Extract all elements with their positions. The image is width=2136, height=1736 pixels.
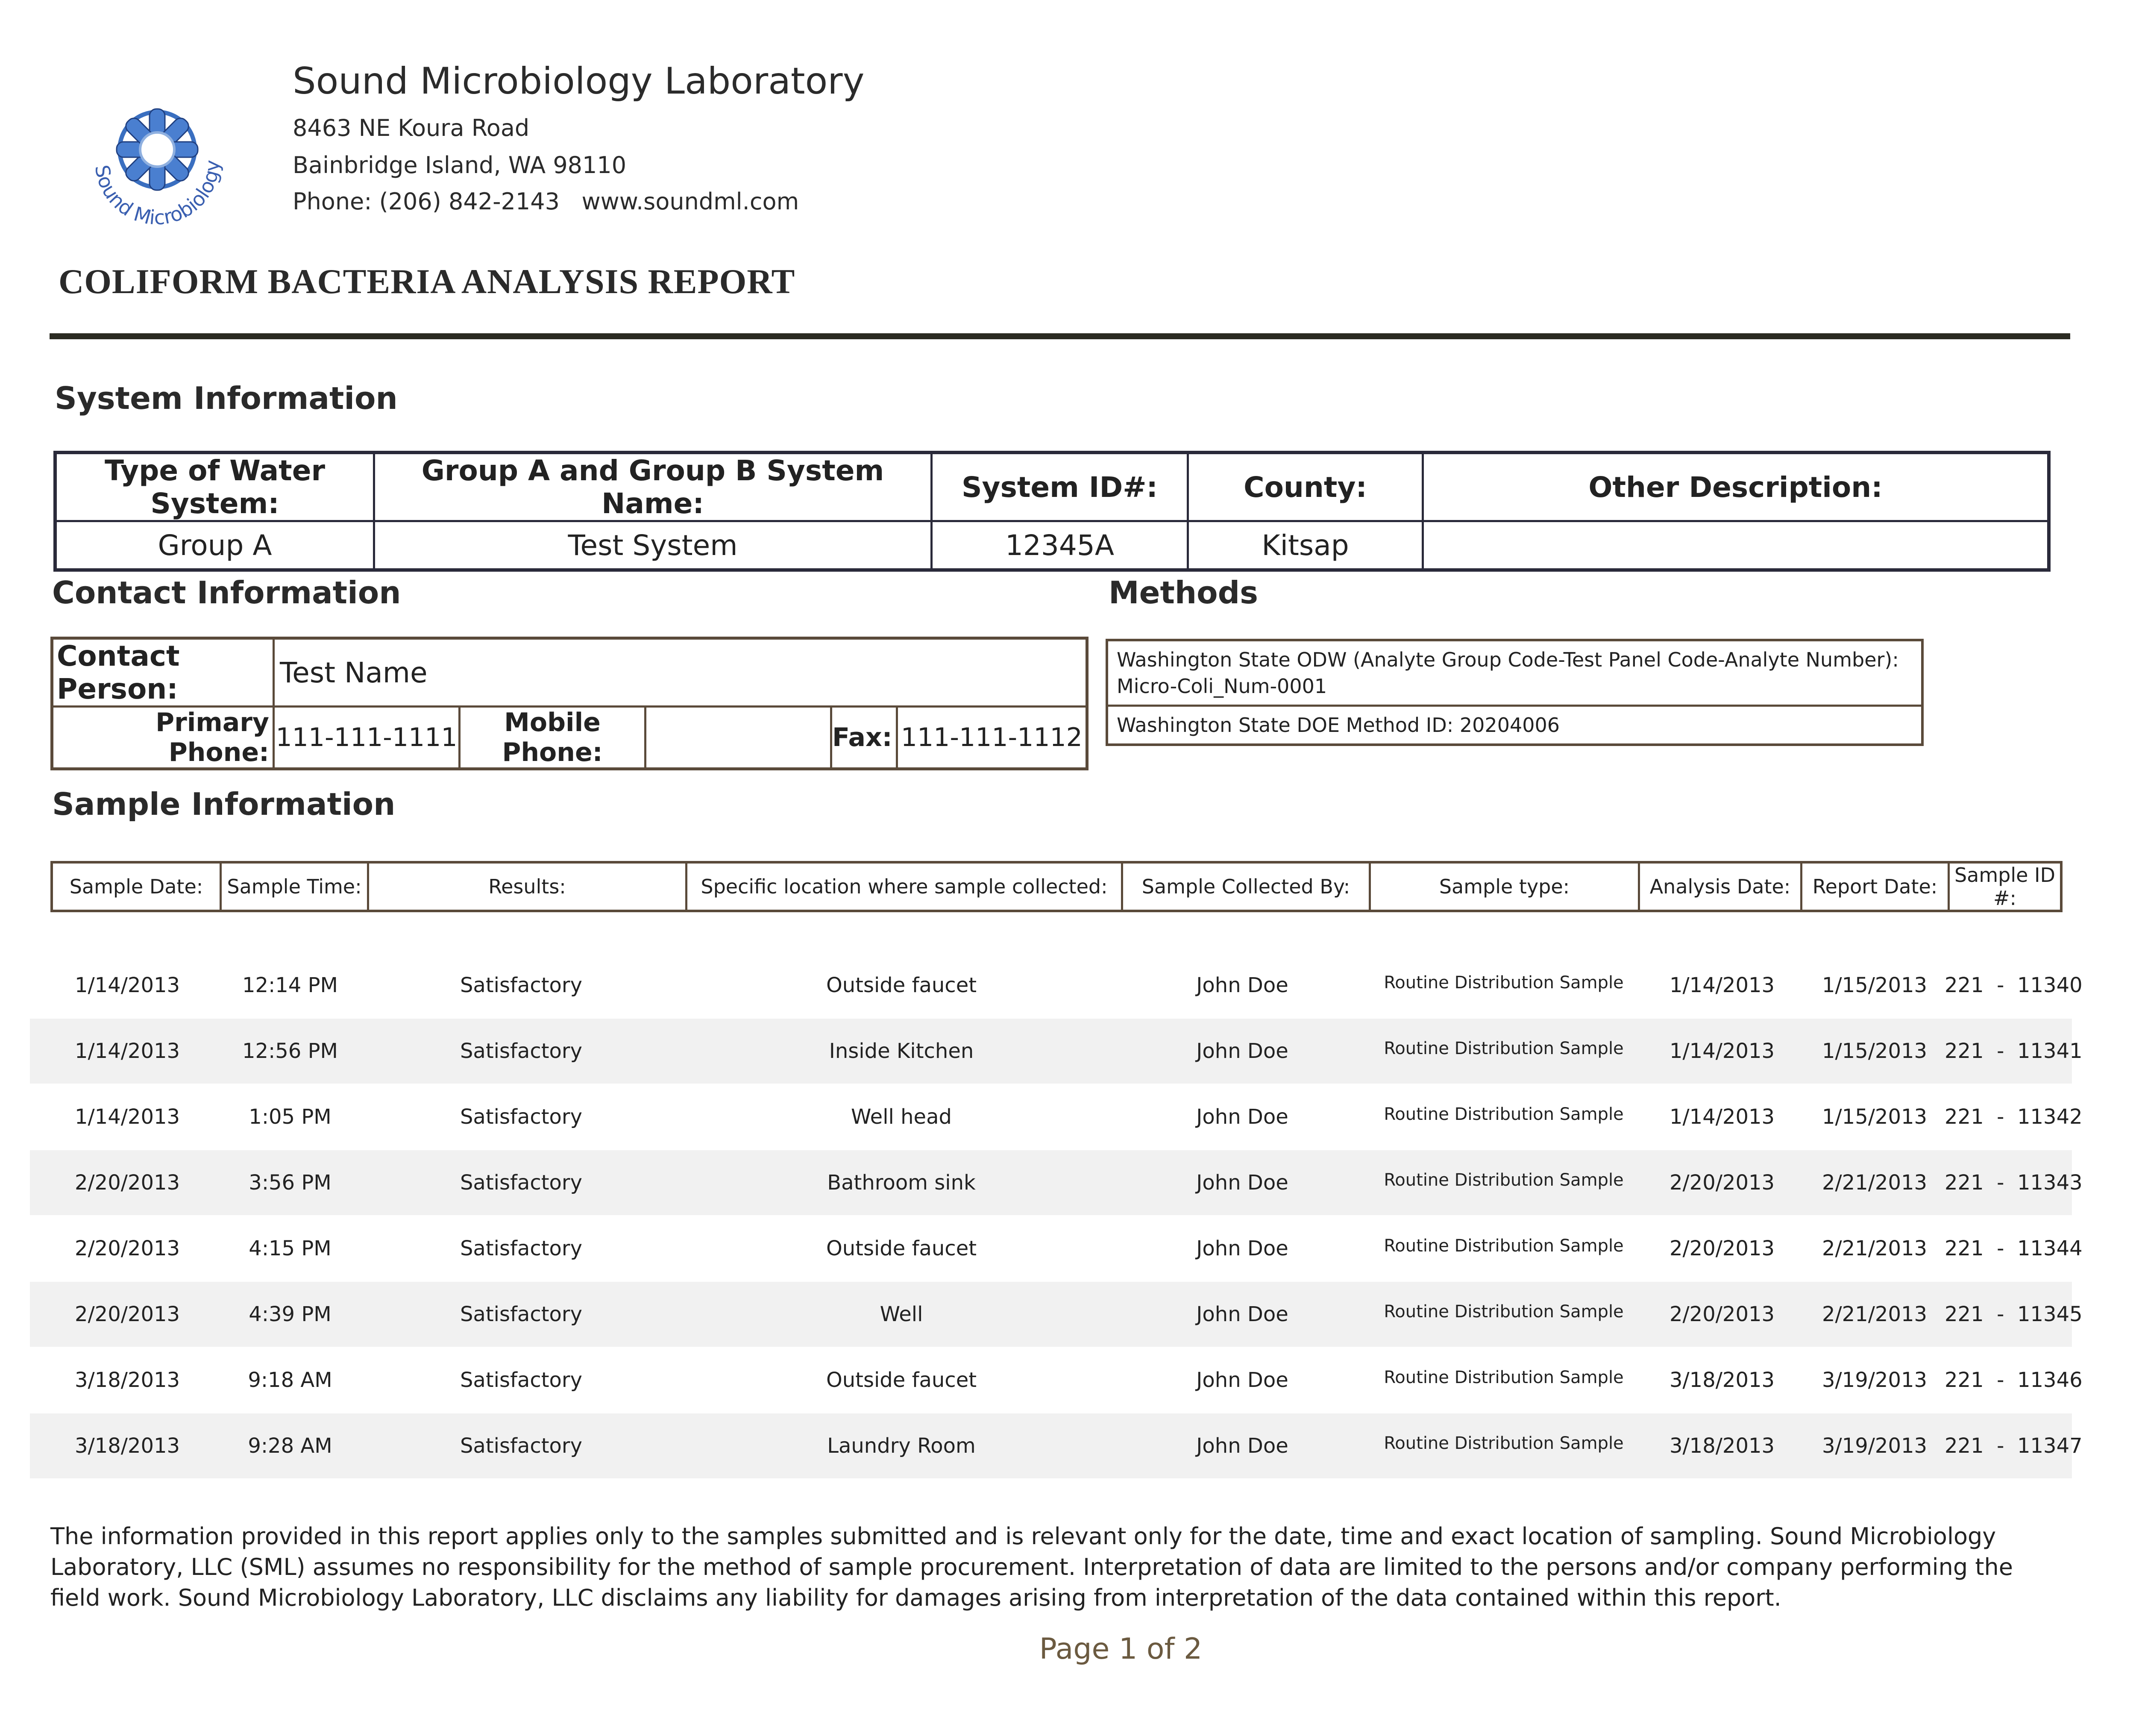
sample-row (30, 1282, 2083, 1347)
report-date-cell: 1/15/2013 (1822, 1105, 1928, 1129)
sample-row (30, 953, 2083, 1018)
sample-date-cell: 2/20/2013 (74, 1237, 180, 1260)
contact-phone-row (52, 707, 1087, 769)
location-cell: Outside faucet (826, 1368, 977, 1392)
system-name-header: Group A and Group B System Name: (374, 452, 932, 521)
sample-row (30, 1348, 2083, 1413)
lab-name: Sound Microbiology Laboratory (293, 60, 865, 103)
svg-text:Sound Microbiology Lab: Sound Microbiology (90, 159, 224, 229)
collected-by-cell: John Doe (1196, 1302, 1288, 1326)
collected-by-cell: John Doe (1196, 1434, 1288, 1458)
sample-row (30, 1216, 2083, 1281)
system-info-value-row (55, 521, 2049, 570)
report-date-cell: 1/15/2013 (1822, 1039, 1928, 1063)
result-cell: Satisfactory (460, 973, 583, 997)
location-cell: Outside faucet (826, 1237, 977, 1260)
sample-id-cell: 221 - 11346 (1945, 1368, 2083, 1392)
title-divider (50, 333, 2070, 339)
sample-table-header (50, 861, 2063, 912)
location-cell: Outside faucet (826, 973, 977, 997)
analysis-date-cell: 3/18/2013 (1669, 1434, 1775, 1458)
mobile-phone-label: Mobile Phone: (460, 707, 645, 769)
sample-date-cell: 3/18/2013 (74, 1434, 180, 1458)
collected-by-cell: John Doe (1196, 1105, 1288, 1129)
sample-date-cell: 1/14/2013 (74, 1105, 180, 1129)
sample-info-heading: Sample Information (52, 786, 396, 822)
analysis-date-cell: 3/18/2013 (1669, 1368, 1775, 1392)
collected-by-cell: John Doe (1196, 1039, 1288, 1063)
system-info-header-row (55, 452, 2049, 521)
collected-by-cell: John Doe (1196, 1237, 1288, 1260)
disclaimer-text: The information provided in this report applies only to the samples submitted and is relevant only for the date, time and exact location of sampling. Sound Microbiology Laboratory, LLC (SML) assumes no responsibility for the method of sample procurement. Interpretation of data are limited to the persons and/or company performing the field work. Sound Microbiology Laboratory, LLC disclaims any liability for damages arising from interpretation of the data contained within this report. (50, 1523, 2013, 1611)
mobile-phone-value (645, 707, 831, 769)
analysis-date-cell: 1/14/2013 (1669, 973, 1775, 997)
sample-time-cell: 12:14 PM (242, 973, 338, 997)
methods-doe-row (1107, 706, 1922, 745)
sample-row (30, 1413, 2083, 1478)
result-cell: Satisfactory (460, 1105, 583, 1129)
sample-time-cell: 12:56 PM (242, 1039, 338, 1063)
analysis-date-cell: 2/20/2013 (1669, 1302, 1775, 1326)
sample-time-cell: 3:56 PM (249, 1171, 332, 1195)
collected-by-cell: John Doe (1196, 973, 1288, 997)
sample-type-cell: Routine Distribution Sample (1384, 1170, 1624, 1190)
system-id-value: 12345A (932, 521, 1188, 570)
sample-date-header: Sample Date: (52, 862, 221, 911)
sample-date-cell: 2/20/2013 (74, 1302, 180, 1326)
result-cell: Satisfactory (460, 1039, 583, 1063)
contact-info-table (50, 637, 1089, 770)
sample-type-cell: Routine Distribution Sample (1384, 1368, 1624, 1387)
methods-heading: Methods (1109, 575, 1259, 611)
contact-info-heading: Contact Information (52, 575, 401, 611)
lab-address-city: Bainbridge Island, WA 98110 (293, 152, 627, 179)
location-cell: Well head (851, 1105, 952, 1129)
sample-type-cell: Routine Distribution Sample (1384, 1302, 1624, 1322)
analysis-date-cell: 2/20/2013 (1669, 1171, 1775, 1195)
primary-phone-value: 111-111-1111 (274, 707, 460, 769)
report-date-header: Report Date: (1802, 862, 1949, 911)
system-info-heading: System Information (55, 380, 398, 416)
collected-by-cell: John Doe (1196, 1171, 1288, 1195)
collected-by-cell: John Doe (1196, 1368, 1288, 1392)
result-cell: Satisfactory (460, 1434, 583, 1458)
report-date-cell: 1/15/2013 (1822, 973, 1928, 997)
sample-id-cell: 221 - 11342 (1945, 1105, 2083, 1129)
sample-time-cell: 4:15 PM (249, 1237, 332, 1260)
methods-odw-text: Washington State ODW (Analyte Group Code-Test Panel Code-Analyte Number): (1117, 648, 1899, 671)
contact-person-value: Test Name (274, 638, 1087, 707)
analysis-date-cell: 1/14/2013 (1669, 1039, 1775, 1063)
methods-table (1106, 639, 1924, 746)
report-date-cell: 2/21/2013 (1822, 1237, 1928, 1260)
result-cell: Satisfactory (460, 1368, 583, 1392)
lab-address-street: 8463 NE Koura Road (293, 115, 530, 141)
analysis-date-header: Analysis Date: (1639, 862, 1802, 911)
sample-id-cell: 221 - 11345 (1945, 1302, 2083, 1326)
system-type-value: Group A (55, 521, 374, 570)
sample-id-header: Sample ID #: (1949, 862, 2062, 911)
sample-row (30, 1150, 2083, 1215)
lab-logo (72, 77, 243, 248)
other-description-value (1423, 521, 2049, 570)
sample-header-row (52, 862, 2061, 911)
result-cell: Satisfactory (460, 1237, 583, 1260)
methods-doe-text: Washington State DOE Method ID: 20204006 (1107, 706, 1922, 745)
location-cell: Inside Kitchen (829, 1039, 974, 1063)
location-cell: Well (880, 1302, 923, 1326)
results-header: Results: (368, 862, 687, 911)
sample-row (30, 1084, 2083, 1149)
sample-id-cell: 221 - 11347 (1945, 1434, 2083, 1458)
report-date-cell: 3/19/2013 (1822, 1434, 1928, 1458)
location-cell: Bathroom sink (827, 1171, 976, 1195)
contact-person-label: Contact Person: (52, 638, 274, 707)
sample-type-header: Sample type: (1370, 862, 1639, 911)
sample-type-cell: Routine Distribution Sample (1384, 1236, 1624, 1256)
analysis-date-cell: 2/20/2013 (1669, 1237, 1775, 1260)
page-number: Page 1 of 2 (1039, 1632, 1203, 1666)
sample-row (30, 1019, 2083, 1084)
sample-type-cell: Routine Distribution Sample (1384, 1433, 1624, 1453)
lab-phone-website: Phone: (206) 842-2143 www.soundml.com (293, 188, 799, 215)
county-header: County: (1188, 452, 1423, 521)
primary-phone-label: Primary Phone: (52, 707, 274, 769)
sample-id-cell: 221 - 11344 (1945, 1237, 2083, 1260)
other-description-header: Other Description: (1423, 452, 2049, 521)
location-header: Specific location where sample collected: (687, 862, 1122, 911)
fax-value: 111-111-1112 (897, 707, 1087, 769)
report-date-cell: 2/21/2013 (1822, 1302, 1928, 1326)
result-cell: Satisfactory (460, 1302, 583, 1326)
sample-time-cell: 9:18 AM (248, 1368, 332, 1392)
result-cell: Satisfactory (460, 1171, 583, 1195)
analysis-date-cell: 1/14/2013 (1669, 1105, 1775, 1129)
sample-time-header: Sample Time: (221, 862, 368, 911)
sample-type-cell: Routine Distribution Sample (1384, 973, 1624, 993)
system-type-header: Type of Water System: (55, 452, 374, 521)
contact-person-row (52, 638, 1087, 707)
methods-odw-row (1107, 640, 1922, 706)
sample-date-cell: 1/14/2013 (74, 1039, 180, 1063)
sample-date-cell: 2/20/2013 (74, 1171, 180, 1195)
sample-date-cell: 1/14/2013 (74, 973, 180, 997)
sample-time-cell: 1:05 PM (249, 1105, 332, 1129)
sample-id-cell: 221 - 11343 (1945, 1171, 2083, 1195)
methods-odw-cell (1107, 640, 1922, 706)
sample-type-cell: Routine Distribution Sample (1384, 1104, 1624, 1124)
sample-type-cell: Routine Distribution Sample (1384, 1039, 1624, 1058)
sample-date-cell: 3/18/2013 (74, 1368, 180, 1392)
report-date-cell: 2/21/2013 (1822, 1171, 1928, 1195)
location-cell: Laundry Room (827, 1434, 976, 1458)
sample-time-cell: 4:39 PM (249, 1302, 332, 1326)
system-info-table (53, 451, 2051, 572)
fax-label: Fax: (831, 707, 897, 769)
report-title: COLIFORM BACTERIA ANALYSIS REPORT (59, 262, 795, 301)
system-id-header: System ID#: (932, 452, 1188, 521)
sample-id-cell: 221 - 11340 (1945, 973, 2083, 997)
report-date-cell: 3/19/2013 (1822, 1368, 1928, 1392)
methods-odw-code: Micro-Coli_Num-0001 (1117, 675, 1327, 698)
sample-id-cell: 221 - 11341 (1945, 1039, 2083, 1063)
collected-by-header: Sample Collected By: (1122, 862, 1370, 911)
system-name-value: Test System (374, 521, 932, 570)
sample-time-cell: 9:28 AM (248, 1434, 332, 1458)
county-value: Kitsap (1188, 521, 1423, 570)
